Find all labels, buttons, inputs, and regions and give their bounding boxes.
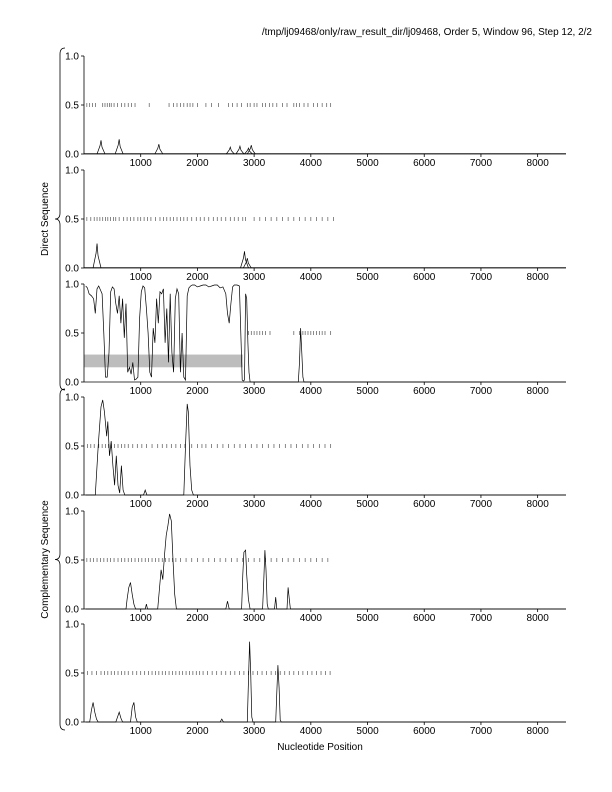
y-tick-label: 0.5	[65, 668, 79, 680]
x-tick-label: 4000	[299, 272, 322, 283]
y-tick-label: 0.5	[65, 441, 79, 453]
x-tick-label: 6000	[413, 272, 436, 283]
group-label: Complementary Sequence	[40, 500, 51, 619]
x-tick-label: 6000	[413, 158, 436, 169]
score-peak	[155, 144, 163, 154]
x-tick-label: 7000	[469, 613, 493, 624]
y-tick-label: 1.0	[65, 51, 79, 63]
x-tick-label: 3000	[242, 613, 266, 624]
x-tick-label: 4000	[299, 499, 322, 510]
y-tick-label: 1.0	[65, 279, 79, 291]
y-tick-label: 0.0	[65, 717, 79, 729]
page-header: /tmp/lj09468/only/raw_result_dir/lj09468, Order 5, Window 96, Step 12, 2/2	[261, 27, 592, 38]
x-tick-label: 5000	[356, 272, 379, 283]
x-tick-label: 8000	[526, 499, 549, 510]
x-tick-label: 1000	[129, 158, 152, 169]
y-tick-label: 0.5	[65, 555, 79, 567]
x-tick-label: 3000	[242, 386, 266, 397]
score-peak	[244, 148, 252, 154]
x-tick-label: 1000	[129, 272, 152, 283]
x-tick-label: 3000	[242, 726, 266, 737]
x-tick-label: 8000	[526, 158, 549, 169]
x-tick-label: 6000	[413, 386, 436, 397]
x-tick-label: 1000	[129, 499, 152, 510]
score-line	[86, 642, 566, 722]
x-tick-label: 1000	[129, 613, 152, 624]
x-tick-label: 4000	[299, 726, 322, 737]
x-tick-label: 6000	[413, 613, 436, 624]
y-tick-label: 1.0	[65, 165, 79, 177]
x-tick-label: 7000	[469, 158, 493, 169]
y-tick-label: 1.0	[65, 619, 79, 631]
score-peak	[236, 146, 244, 154]
y-tick-label: 0.0	[65, 377, 79, 389]
score-peak	[115, 139, 123, 154]
x-tick-label: 4000	[299, 386, 322, 397]
x-tick-label: 5000	[356, 499, 379, 510]
score-peak	[243, 258, 251, 268]
x-tick-label: 8000	[526, 613, 549, 624]
x-tick-label: 3000	[242, 158, 266, 169]
y-tick-label: 1.0	[65, 506, 79, 518]
score-line	[86, 285, 566, 382]
y-tick-label: 1.0	[65, 392, 79, 404]
x-tick-label: 7000	[469, 726, 493, 737]
x-tick-label: 4000	[299, 613, 322, 624]
x-tick-label: 2000	[186, 499, 209, 510]
y-tick-label: 0.5	[65, 328, 79, 340]
score-line	[86, 514, 566, 609]
y-tick-label: 0.0	[65, 604, 79, 616]
x-tick-label: 7000	[469, 499, 493, 510]
x-tick-label: 2000	[186, 386, 209, 397]
score-peak	[226, 147, 234, 154]
x-tick-label: 8000	[526, 386, 549, 397]
x-tick-label: 4000	[299, 158, 322, 169]
x-tick-label: 5000	[356, 613, 379, 624]
group-label: Direct Sequence	[40, 182, 51, 256]
x-tick-label: 8000	[526, 726, 549, 737]
x-axis-label: Nucleotide Position	[277, 742, 363, 753]
y-tick-label: 0.0	[65, 263, 79, 275]
x-tick-label: 5000	[356, 158, 379, 169]
x-tick-label: 6000	[413, 499, 436, 510]
group-brace	[55, 389, 65, 730]
x-tick-label: 2000	[186, 726, 209, 737]
x-tick-label: 7000	[469, 386, 493, 397]
y-tick-label: 0.0	[65, 490, 79, 502]
x-tick-label: 6000	[413, 726, 436, 737]
x-tick-label: 1000	[129, 386, 152, 397]
x-tick-label: 3000	[242, 499, 266, 510]
group-brace	[55, 48, 65, 390]
y-tick-label: 0.5	[65, 214, 79, 226]
score-peak	[93, 244, 101, 269]
x-tick-label: 3000	[242, 272, 266, 283]
x-tick-label: 7000	[469, 272, 493, 283]
score-peak	[97, 140, 105, 154]
x-tick-label: 8000	[526, 272, 549, 283]
y-tick-label: 0.5	[65, 100, 79, 112]
x-tick-label: 5000	[356, 386, 379, 397]
y-tick-label: 0.0	[65, 149, 79, 161]
x-tick-label: 2000	[186, 613, 209, 624]
x-tick-label: 2000	[186, 272, 209, 283]
x-tick-label: 2000	[186, 158, 209, 169]
x-tick-label: 1000	[129, 726, 152, 737]
x-tick-label: 5000	[356, 726, 379, 737]
